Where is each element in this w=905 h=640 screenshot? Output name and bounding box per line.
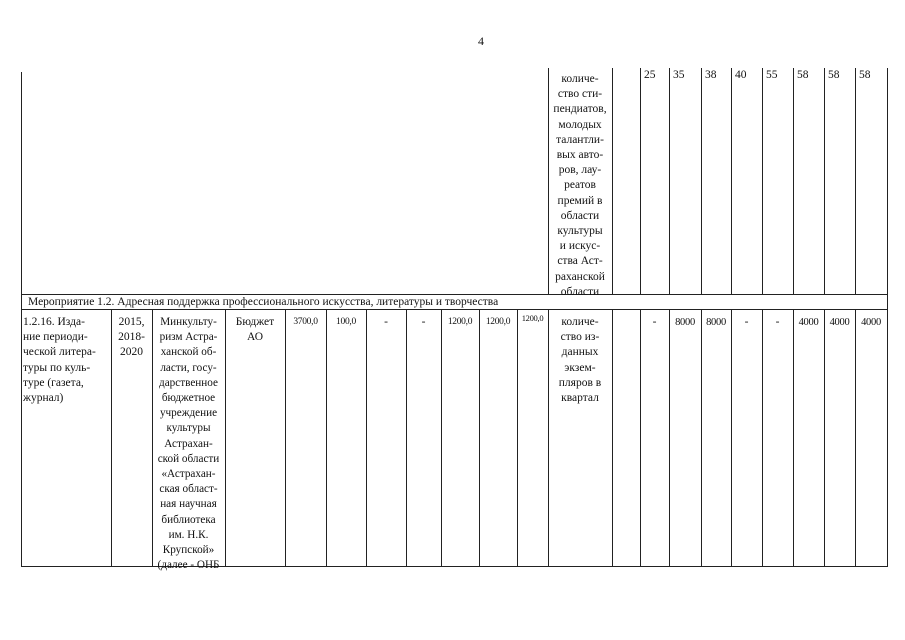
table-line [701,309,702,566]
finance-value: - [421,316,426,328]
table-line [824,309,825,566]
table-line [441,309,442,566]
row-source: Бюджет АО [235,316,275,344]
table-line [285,309,286,566]
top-row-value: 58 [828,69,840,81]
table-line [855,68,856,294]
row-value: - [775,316,780,328]
table-line [640,309,641,566]
finance-value: 1200,0 [521,313,544,323]
top-row-value: 38 [705,69,717,81]
row-indicator: количе- ство из- данных экзем- пляров в квартал [558,316,602,405]
top-row-value: 40 [735,69,747,81]
top-row-value: 58 [797,69,809,81]
row-executor: Минкульту- ризм Астра- ханской об- ласти, госу- дарственное бюджетное учреждение культуры Астрахан- ской области «Астрахан- ская област- ная научная библиотека им. Н.К. Крупской» (далее - ОНБ [157,316,220,572]
finance-value: 100,0 [336,317,356,327]
table-line [887,68,888,566]
table-line [21,72,22,566]
table-line [612,68,613,294]
table-line [612,309,613,566]
table-line [824,68,825,294]
row-years: 2015, 2018- 2020 [118,316,145,359]
row-value: 8000 [675,317,695,328]
table-line [406,309,407,566]
table-line [366,309,367,566]
table-line [640,68,641,294]
table-line [479,309,480,566]
table-line [793,68,794,294]
row-value: 4000 [798,317,819,328]
row-name: 1.2.16. Изда- ние периоди- ческой литера- туры по куль- туре (газета, журнал) [23,316,96,405]
page-number: 4 [478,34,484,48]
table-line [731,68,732,294]
table-line [762,68,763,294]
row-value: 4000 [861,317,881,328]
top-row-indicator: количе- ство сти- пендиатов, молодых талантли- вых авто- ров, лау- реатов премий в области культуры и искус- ства Аст- раханской области [553,73,607,298]
table-line [517,309,518,566]
row-value: 8000 [706,317,726,328]
row-value: 4000 [829,317,850,328]
row-value: - [652,316,657,328]
finance-value: 1200,0 [447,317,473,327]
table-line [731,309,732,566]
finance-value: - [384,316,388,328]
top-row-value: 35 [673,69,685,81]
table-line [225,309,226,566]
table-line [762,309,763,566]
row-value: - [744,316,749,328]
table-line [701,68,702,294]
table-line [793,309,794,566]
table-line [669,68,670,294]
finance-value: 1200,0 [485,317,511,327]
table-line [855,309,856,566]
finance-value: 3700,0 [293,317,318,327]
table-line [669,309,670,566]
section-heading: Мероприятие 1.2. Адресная поддержка профессионального искусства, литературы и творчества [28,296,499,308]
top-row-value: 55 [766,69,778,81]
top-row-value: 25 [644,69,656,81]
top-row-value: 58 [859,69,871,81]
table-line [326,309,327,566]
